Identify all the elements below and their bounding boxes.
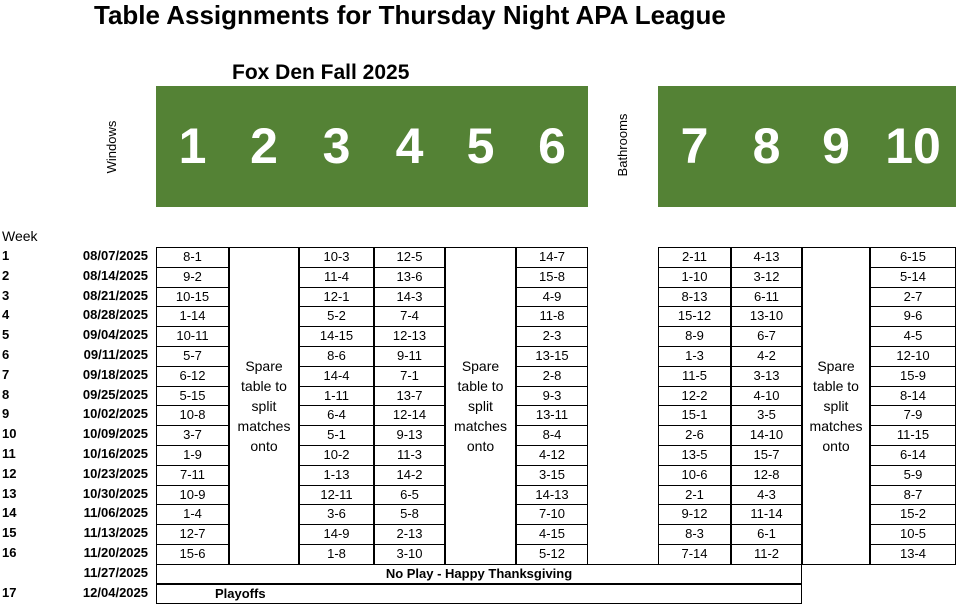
match-cell: 8-9: [658, 326, 731, 347]
windows-label: Windows: [104, 120, 119, 174]
spare-table-text: Spare table to split matches onto: [454, 357, 507, 454]
week-number: 1: [2, 248, 10, 263]
match-cell: 15-9: [870, 366, 956, 387]
table-number-7: 7: [680, 118, 709, 174]
page-subtitle: Fox Den Fall 2025: [232, 61, 410, 84]
match-cell: 5-7: [156, 346, 229, 367]
match-cell: 12-10: [870, 346, 956, 367]
match-cell: 6-5: [374, 485, 445, 506]
match-cell: 13-15: [516, 346, 588, 367]
week-number: 12: [2, 465, 17, 481]
match-cell: 14-9: [299, 524, 374, 545]
match-cell: 5-8: [374, 504, 445, 525]
match-cell: 8-14: [870, 386, 956, 407]
match-cell: 6-14: [870, 445, 956, 466]
match-cell: 12-13: [374, 326, 445, 347]
match-cell: 13-4: [870, 544, 956, 565]
match-cell: 10-6: [658, 465, 731, 486]
match-cell: 6-15: [870, 247, 956, 268]
week-date: 08/07/2025: [82, 248, 148, 263]
match-cell: 14-2: [374, 465, 445, 486]
match-cell: 14-15: [299, 326, 374, 347]
match-cell: 12-7: [156, 524, 229, 545]
match-cell: 7-10: [516, 504, 588, 525]
week-number: 14: [2, 505, 17, 521]
match-cell: 13-6: [374, 267, 445, 288]
match-cell: 14-3: [374, 287, 445, 308]
match-cell: 12-5: [374, 247, 445, 268]
spare-table-note: [445, 247, 516, 565]
match-cell: 8-4: [516, 425, 588, 446]
table-number-2: 2: [250, 118, 278, 174]
week-number: 13: [2, 485, 17, 501]
match-cell: 7-4: [374, 306, 445, 327]
table-number-8: 8: [752, 118, 781, 174]
match-cell: 4-2: [731, 346, 802, 367]
match-cell: 12-11: [299, 485, 374, 506]
match-cell: 4-12: [516, 445, 588, 466]
match-cell: 14-4: [299, 366, 374, 387]
match-cell: 10-11: [156, 326, 229, 347]
match-cell: 12-2: [658, 386, 731, 407]
match-cell: 14-13: [516, 485, 588, 506]
week-date: 09/04/2025: [82, 327, 148, 343]
spare-table-text: Spare table to split matches onto: [809, 357, 863, 454]
match-cell: 4-15: [516, 524, 588, 545]
match-cell: 5-12: [516, 544, 588, 565]
match-cell: 9-3: [516, 386, 588, 407]
week-date: 10/23/2025: [82, 465, 148, 481]
week-number: 4: [2, 307, 10, 323]
table-number-1: 1: [178, 118, 207, 174]
match-cell: 3-5: [731, 405, 802, 426]
match-cell: 2-6: [658, 425, 731, 446]
match-cell: 10-9: [156, 485, 229, 506]
match-cell: 14-10: [731, 425, 802, 446]
match-cell: 1-10: [658, 267, 731, 288]
week-date: 11/20/2025: [83, 545, 148, 560]
match-cell: 1-13: [299, 465, 374, 486]
week-number: 5: [2, 327, 10, 343]
week-date: 08/28/2025: [82, 307, 148, 323]
match-cell: 2-7: [870, 287, 956, 308]
week-number: 17: [2, 584, 17, 600]
match-cell: 4-5: [870, 326, 956, 347]
bathrooms-label: Bathrooms: [615, 113, 630, 177]
match-cell: 5-14: [870, 267, 956, 288]
match-cell: 11-3: [374, 445, 445, 466]
week-date: 10/02/2025: [82, 406, 148, 422]
match-cell: 6-4: [299, 405, 374, 426]
match-cell: 10-2: [299, 445, 374, 466]
spare-table-text: Spare table to split matches onto: [237, 357, 291, 454]
match-cell: 11-8: [516, 306, 588, 327]
match-cell: 15-2: [870, 504, 956, 525]
table-number-6: 6: [538, 118, 566, 174]
match-cell: 4-13: [731, 247, 802, 268]
week-date: 12/04/2025: [82, 584, 148, 600]
playoffs-banner: Playoffs: [156, 584, 802, 604]
match-cell: 9-11: [374, 346, 445, 367]
week-number: 9: [2, 406, 10, 422]
match-cell: 6-12: [156, 366, 229, 387]
week-number: 15: [2, 525, 17, 541]
match-cell: 8-3: [658, 524, 731, 545]
match-cell: 15-6: [156, 544, 229, 565]
week-date: 10/16/2025: [82, 446, 148, 461]
week-number: 2: [2, 267, 10, 283]
match-cell: 7-9: [870, 405, 956, 426]
match-cell: 10-5: [870, 524, 956, 545]
table-number-3: 3: [322, 118, 351, 174]
match-cell: 12-1: [299, 287, 374, 308]
match-cell: 2-11: [658, 247, 731, 268]
match-cell: 8-13: [658, 287, 731, 308]
match-cell: 12-8: [731, 465, 802, 486]
match-cell: 5-15: [156, 386, 229, 407]
match-cell: 3-13: [731, 366, 802, 387]
match-cell: 2-8: [516, 366, 588, 387]
week-number: 16: [2, 545, 17, 560]
no-play-banner: No Play - Happy Thanksgiving: [156, 564, 802, 584]
week-number: 6: [2, 347, 10, 362]
spare-table-note: [229, 247, 299, 565]
match-cell: 3-12: [731, 267, 802, 288]
match-cell: 3-7: [156, 425, 229, 446]
week-date: 10/09/2025: [82, 426, 148, 442]
page-title: Table Assignments for Thursday Night APA League: [94, 0, 726, 30]
match-cell: 9-2: [156, 267, 229, 288]
week-date: 08/14/2025: [82, 267, 148, 283]
match-cell: 3-15: [516, 465, 588, 486]
table-number-4: 4: [395, 118, 424, 174]
match-cell: 5-2: [299, 306, 374, 327]
match-cell: 6-1: [731, 524, 802, 545]
match-cell: 13-10: [731, 306, 802, 327]
match-cell: 1-3: [658, 346, 731, 367]
match-cell: 15-1: [658, 405, 731, 426]
match-cell: 5-9: [870, 465, 956, 486]
match-cell: 13-7: [374, 386, 445, 407]
week-header: Week: [2, 228, 38, 244]
match-cell: 15-7: [731, 445, 802, 466]
match-cell: 1-9: [156, 445, 229, 466]
match-cell: 8-1: [156, 247, 229, 268]
match-cell: 14-7: [516, 247, 588, 268]
match-cell: 7-11: [156, 465, 229, 486]
match-cell: 15-8: [516, 267, 588, 288]
week-number: 10: [2, 426, 17, 442]
table-number-5: 5: [466, 118, 495, 174]
week-date: 10/30/2025: [82, 485, 148, 501]
week-number: 11: [2, 446, 16, 461]
match-cell: 9-12: [658, 504, 731, 525]
week-date: 11/06/2025: [83, 505, 148, 521]
table-number-9: 9: [822, 118, 850, 174]
week-date: 09/11/2025: [83, 347, 148, 362]
week-date: 11/13/2025: [83, 525, 148, 541]
match-cell: 4-9: [516, 287, 588, 308]
match-cell: 11-15: [870, 425, 956, 446]
week-date: 09/25/2025: [82, 386, 148, 402]
match-cell: 2-13: [374, 524, 445, 545]
match-cell: 8-7: [870, 485, 956, 506]
match-cell: 7-14: [658, 544, 731, 565]
match-cell: 2-3: [516, 326, 588, 347]
match-cell: 1-11: [299, 386, 374, 407]
table-number-10: 10: [885, 118, 941, 174]
match-cell: 3-10: [374, 544, 445, 565]
week-number: 7: [2, 366, 10, 382]
match-cell: 11-14: [731, 504, 802, 525]
match-cell: 13-5: [658, 445, 731, 466]
match-cell: 1-14: [156, 306, 229, 327]
spare-table-note: [802, 247, 870, 565]
match-cell: 1-8: [299, 544, 374, 565]
match-cell: 11-5: [658, 366, 731, 387]
match-cell: 11-4: [299, 267, 374, 288]
match-cell: 13-11: [516, 405, 588, 426]
match-cell: 10-3: [299, 247, 374, 268]
match-cell: 3-6: [299, 504, 374, 525]
week-number: 3: [2, 287, 10, 303]
match-cell: 9-13: [374, 425, 445, 446]
match-cell: 7-1: [374, 366, 445, 387]
match-cell: 12-14: [374, 405, 445, 426]
match-cell: 5-1: [299, 425, 374, 446]
week-date: 11/27/2025: [83, 564, 148, 580]
match-cell: 6-7: [731, 326, 802, 347]
match-cell: 2-1: [658, 485, 731, 506]
match-cell: 6-11: [731, 287, 802, 308]
match-cell: 15-12: [658, 306, 731, 327]
match-cell: 10-8: [156, 405, 229, 426]
week-number: 8: [2, 386, 10, 402]
week-date: 09/18/2025: [82, 366, 148, 382]
match-cell: 9-6: [870, 306, 956, 327]
match-cell: 11-2: [731, 544, 802, 565]
match-cell: 8-6: [299, 346, 374, 367]
match-cell: 1-4: [156, 504, 229, 525]
match-cell: 4-3: [731, 485, 802, 506]
match-cell: 4-10: [731, 386, 802, 407]
match-cell: 10-15: [156, 287, 229, 308]
week-date: 08/21/2025: [82, 287, 148, 303]
